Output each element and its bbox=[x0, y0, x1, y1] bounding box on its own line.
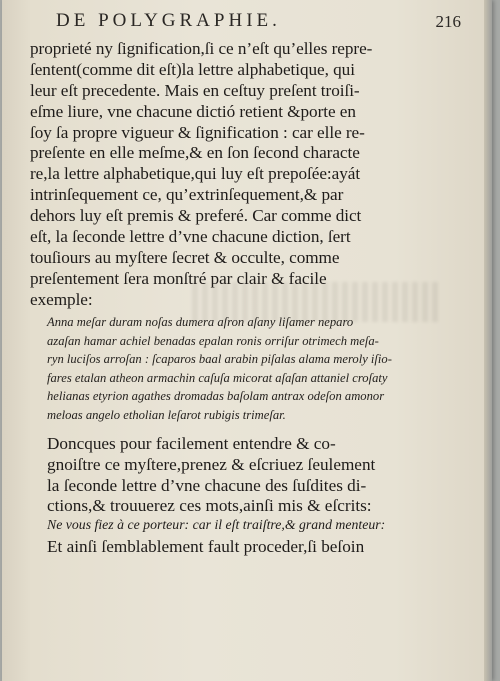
text-line: Et ainſi ſemblablement fault proceder,ſi beſoin bbox=[47, 537, 365, 556]
text-line: preſente en elle meſme,& en ſon ſecond characte bbox=[30, 143, 360, 163]
main-paragraph bbox=[30, 39, 373, 311]
text-line: ſoy ſa propre vigueur & ſignification : car elle re- bbox=[30, 122, 365, 142]
text-line: ſentent(comme dit eſt)la lettre alphabetique, qui bbox=[30, 59, 355, 79]
page-edge-shadow bbox=[484, 0, 492, 681]
text-line: preſentement ſera monſtré par clair & facile bbox=[30, 268, 327, 288]
explanation-paragraph bbox=[47, 434, 467, 517]
cipher-line: azaſan hamar achiel benadas epalan ronis orriſur otrimech meſa- bbox=[47, 333, 379, 348]
text-line: ctions,& trouuerez ces mots,ainſi mis & eſcrits: bbox=[47, 496, 372, 516]
cipher-line: ryn luciſos arroſan : ſcaparos baal arabin piſalas alama meroly iſio- bbox=[47, 352, 392, 367]
text-line: eſt, la ſeconde lettre d’vne chacune diction, ſert bbox=[30, 227, 351, 247]
text-line: dehors luy eſt premis & preferé. Car comme dict bbox=[30, 206, 362, 226]
text-line: leur eſt precedente. Mais en ceſtuy preſent troiſi- bbox=[30, 80, 360, 100]
cipher-line: meloas angelo etholian leſarot rubigis trimeſar. bbox=[47, 407, 286, 422]
text-line: eſme liure, vne chacune dictió retient &porte en bbox=[30, 101, 356, 121]
text-line: exemple: bbox=[30, 289, 93, 309]
cipher-line: fares etalan atheon armachin caſuſa micorat aſaſan attaniel croſaty bbox=[47, 370, 388, 385]
page-header bbox=[56, 10, 461, 36]
cipher-example bbox=[47, 313, 467, 425]
text-line: gnoiſtre ce myſtere,prenez & eſcriuez ſeulement bbox=[47, 454, 376, 474]
cipher-line: helianas etyrion agathes dromadas baſolam antrax odeſon amonor bbox=[47, 389, 385, 404]
text-line: re,la lettre alphabetique,qui luy eſt prepoſée:ayát bbox=[30, 164, 361, 184]
text-line: touſiours au myſtere ſecret & occulte, comme bbox=[30, 247, 340, 267]
cipher-line: Anna meſar duram noſas dumera aſron aſany liſamer neparo bbox=[47, 315, 354, 329]
page-number: 216 bbox=[435, 12, 461, 31]
book-page bbox=[2, 0, 492, 681]
text-line: proprieté ny ſignification,ſi ce n’eſt qu’elles repre- bbox=[30, 39, 373, 58]
text-line: Doncques pour facilement entendre & co- bbox=[47, 434, 336, 453]
decoded-message: Ne vous fiez à ce porteur: car il eſt traiſtre,& grand menteur: bbox=[47, 517, 386, 532]
text-line: intrinſequement ce, qu’extrinſequement,& par bbox=[30, 185, 344, 205]
text-line: la ſeconde lettre d’vne chacune des ſuſdites di- bbox=[47, 475, 367, 495]
running-head: DE POLYGRAPHIE. bbox=[56, 10, 281, 31]
